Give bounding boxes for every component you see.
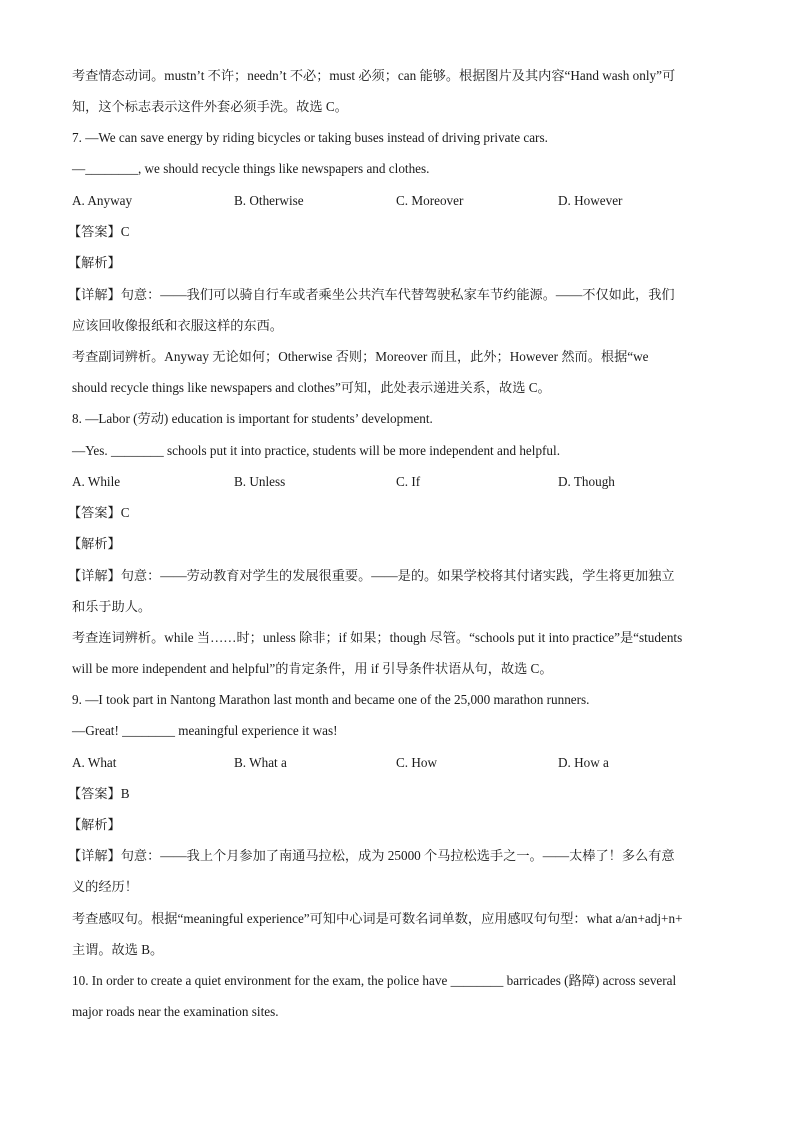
question-8-options — [72, 472, 734, 492]
text-line: 知，这个标志表示这件外套必须手洗。故选 C。 — [72, 99, 348, 114]
detail-text: 【详解】句意：——我们可以骑自行车或者乘坐公共汽车代替驾驶私家车节约能源。——不仅如此，我们 — [68, 287, 675, 302]
option-b: B. Unless — [234, 474, 286, 489]
option-d: D. How a — [558, 755, 609, 770]
option-a: A. Anyway — [72, 193, 133, 208]
detail-text: 【详解】句意：——劳动教育对学生的发展很重要。——是的。如果学校将其付诸实践，学生将更加独立 — [68, 568, 675, 583]
question-9-options — [72, 753, 734, 773]
option-a: A. What — [72, 755, 117, 770]
detail-text: 考查副词辨析。Anyway 无论如何；Otherwise 否则；Moreover 而且，此外；However 然而。根据“we — [72, 349, 649, 364]
analysis-label: 【解析】 — [68, 817, 121, 832]
analysis-label: 【解析】 — [68, 255, 121, 270]
question-8-reply: —Yes. ________ schools put it into practice, students will be more independent and helpful. — [72, 443, 560, 458]
question-10-stem: 10. In order to create a quiet environment for the exam, the police have ________ barricades (路障) across several — [72, 973, 677, 988]
question-9-stem: 9. —I took part in Nantong Marathon last month and became one of the 25,000 marathon runners. — [72, 692, 590, 707]
detail-text: 主谓。故选 B。 — [72, 942, 164, 957]
question-9-reply: —Great! ________ meaningful experience it was! — [72, 723, 338, 738]
detail-text: 考查连词辨析。while 当……时；unless 除非；if 如果；though 尽管。“schools put it into practice”是“students — [72, 630, 683, 645]
option-b: B. What a — [234, 755, 287, 770]
answer-label: 【答案】C — [68, 505, 130, 520]
detail-text: 应该回收像报纸和衣服这样的东西。 — [72, 318, 283, 333]
option-c: C. How — [396, 755, 438, 770]
option-c: C. If — [396, 474, 421, 489]
question-7-options — [72, 191, 734, 211]
detail-text: 【详解】句意：——我上个月参加了南通马拉松，成为 25000 个马拉松选手之一。——太棒了！多么有意 — [68, 848, 675, 863]
detail-text: 考查感叹句。根据“meaningful experience”可知中心词是可数名词单数，应用感叹句句型：what a/an+adj+n+ — [72, 911, 683, 926]
detail-text: should recycle things like newspapers and clothes”可知，此处表示递进关系，故选 C。 — [72, 380, 551, 395]
question-8-stem: 8. —Labor (劳动) education is important for students’ development. — [72, 411, 433, 426]
question-10-stem-cont: major roads near the examination sites. — [72, 1004, 279, 1019]
answer-label: 【答案】C — [68, 224, 130, 239]
question-7-stem: 7. —We can save energy by riding bicycles or taking buses instead of driving private cars. — [72, 130, 548, 145]
text-line: 考查情态动词。mustn’t 不许；needn’t 不必；must 必须；can 能够。根据图片及其内容“Hand wash only”可 — [72, 68, 676, 83]
detail-text: 和乐于助人。 — [72, 599, 152, 614]
option-c: C. Moreover — [396, 193, 464, 208]
option-b: B. Otherwise — [234, 193, 304, 208]
option-d: D. Though — [558, 474, 615, 489]
question-7-reply: —________, we should recycle things like newspapers and clothes. — [72, 161, 430, 176]
detail-text: will be more independent and helpful”的肯定条件，用 if 引导条件状语从句，故选 C。 — [72, 661, 553, 676]
option-d: D. However — [558, 193, 623, 208]
answer-label: 【答案】B — [68, 786, 130, 801]
option-a: A. While — [72, 474, 121, 489]
analysis-label: 【解析】 — [68, 536, 121, 551]
detail-text: 义的经历！ — [72, 879, 138, 894]
